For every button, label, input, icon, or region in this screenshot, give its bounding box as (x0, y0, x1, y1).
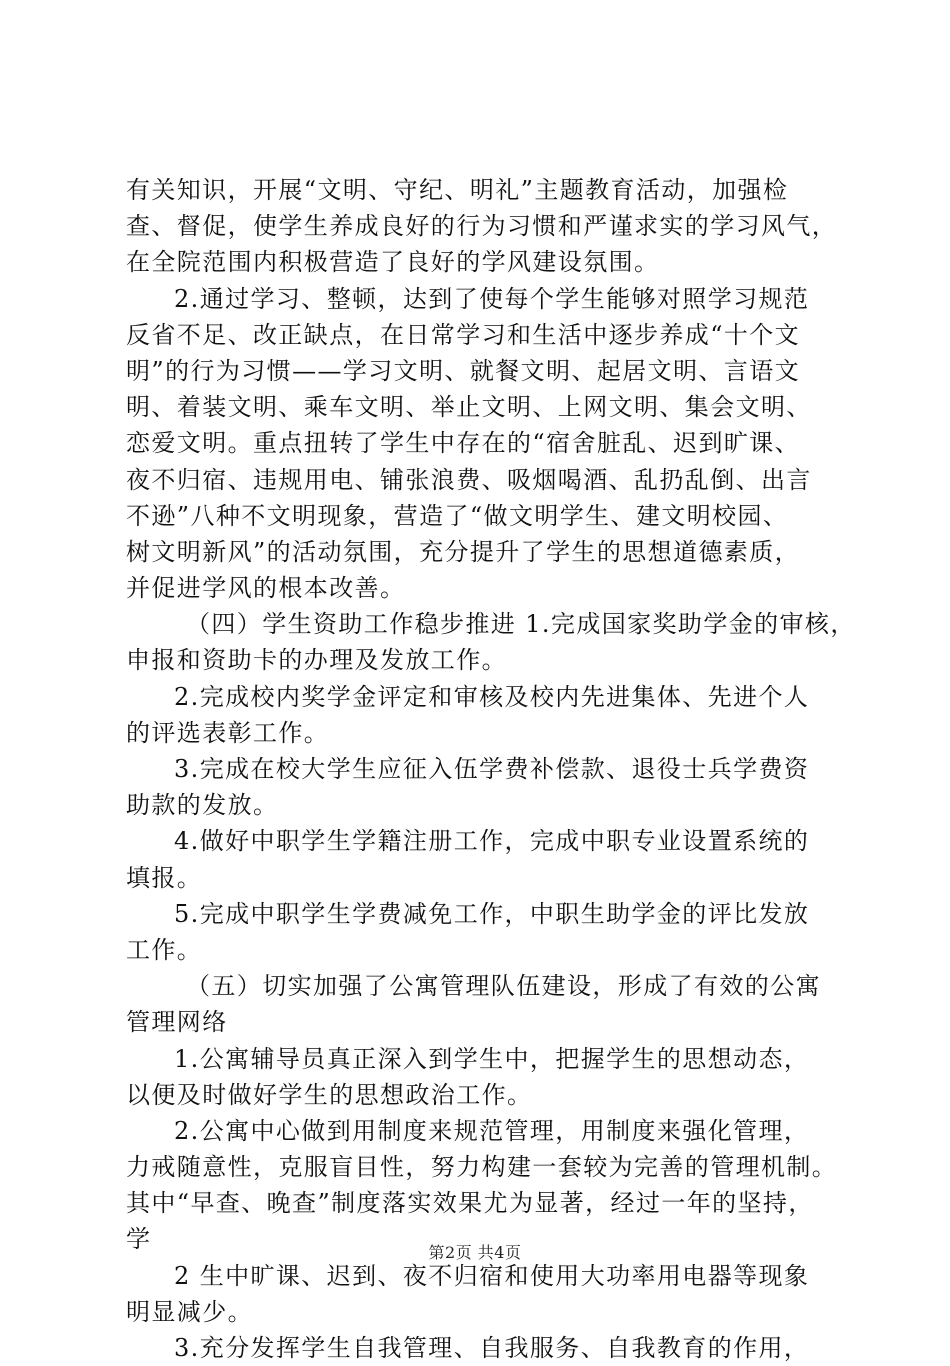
text-line: 2 生中旷课、迟到、夜不归宿和使用大功率用电器等现象 (174, 1261, 810, 1290)
text-line: 的评选表彰工作。 (126, 718, 330, 747)
text-line: 反省不足、改正缺点，在日常学习和生活中逐步养成“十个文 (126, 320, 801, 349)
document-body (126, 172, 856, 1366)
text-line: 3.充分发挥学生自我管理、自我服务、自我教育的作用， (174, 1334, 810, 1362)
text-line: 以便及时做好学生的思想政治工作。 (126, 1080, 533, 1109)
text-line: 3.完成在校大学生应征入伍学费补偿款、退役士兵学费资 (174, 755, 810, 783)
text-line: （四）学生资助工作稳步推进 1.完成国家奖助学金的审核， (186, 610, 856, 639)
text-line: 明”的行为习惯——学习文明、就餐文明、起居文明、言语文 (126, 356, 801, 385)
text-line: 有关知识，开展“文明、守纪、明礼”主题教育活动，加强检 (126, 176, 789, 204)
text-line: 5.完成中职学生学费减免工作，中职生助学金的评比发放 (174, 899, 810, 928)
text-line: 学 (126, 1225, 152, 1254)
text-line: 查、督促，使学生养成良好的行为习惯和严谨求实的学习风气， (126, 212, 838, 241)
text-line: 其中“早查、晚查”制度落实效果尤为显著，经过一年的坚持， (126, 1189, 814, 1218)
text-line: 2.公寓中心做到用制度来规范管理，用制度来强化管理， (174, 1116, 810, 1145)
text-line: 恋爱文明。重点扭转了学生中存在的“宿舍脏乱、迟到旷课、 (126, 429, 801, 458)
text-line: 力戒随意性，克服盲目性，努力构建一套较为完善的管理机制。 (126, 1153, 838, 1182)
text-line: 1.公寓辅导员真正深入到学生中，把握学生的思想动态， (174, 1044, 810, 1073)
text-line: 2.完成校内奖学金评定和审核及校内先进集体、先进个人 (174, 682, 810, 711)
text-line: （五）切实加强了公寓管理队伍建设，形成了有效的公寓 (186, 972, 821, 1001)
text-line: 助款的发放。 (126, 791, 279, 820)
text-line: 申报和资助卡的办理及发放工作。 (126, 646, 507, 675)
text-line: 明、着装文明、乘车文明、举止文明、上网文明、集会文明、 (126, 393, 812, 422)
text-line: 管理网络 (126, 1008, 228, 1037)
text-line: 在全院范围内积极营造了良好的学风建设氛围。 (126, 248, 660, 277)
text-line: 夜不归宿、违规用电、铺张浪费、吸烟喝酒、乱扔乱倒、出言 (126, 465, 812, 494)
text-line: 明显减少。 (126, 1297, 253, 1326)
text-line: 4.做好中职学生学籍注册工作，完成中职专业设置系统的 (174, 827, 810, 856)
text-line: 并促进学风的根本改善。 (126, 574, 406, 603)
text-line: 树文明新风”的活动氛围，充分提升了学生的思想道德素质， (126, 537, 801, 566)
text-line: 填报。 (126, 863, 203, 892)
text-line: 不逊”八种不文明现象，营造了“做文明学生、建文明校园、 (126, 501, 789, 530)
text-line: 工作。 (126, 935, 203, 964)
text-line: 2.通过学习、整顿，达到了使每个学生能够对照学习规范 (174, 284, 810, 313)
page-footer: 第2页 共4页 (428, 1243, 522, 1262)
